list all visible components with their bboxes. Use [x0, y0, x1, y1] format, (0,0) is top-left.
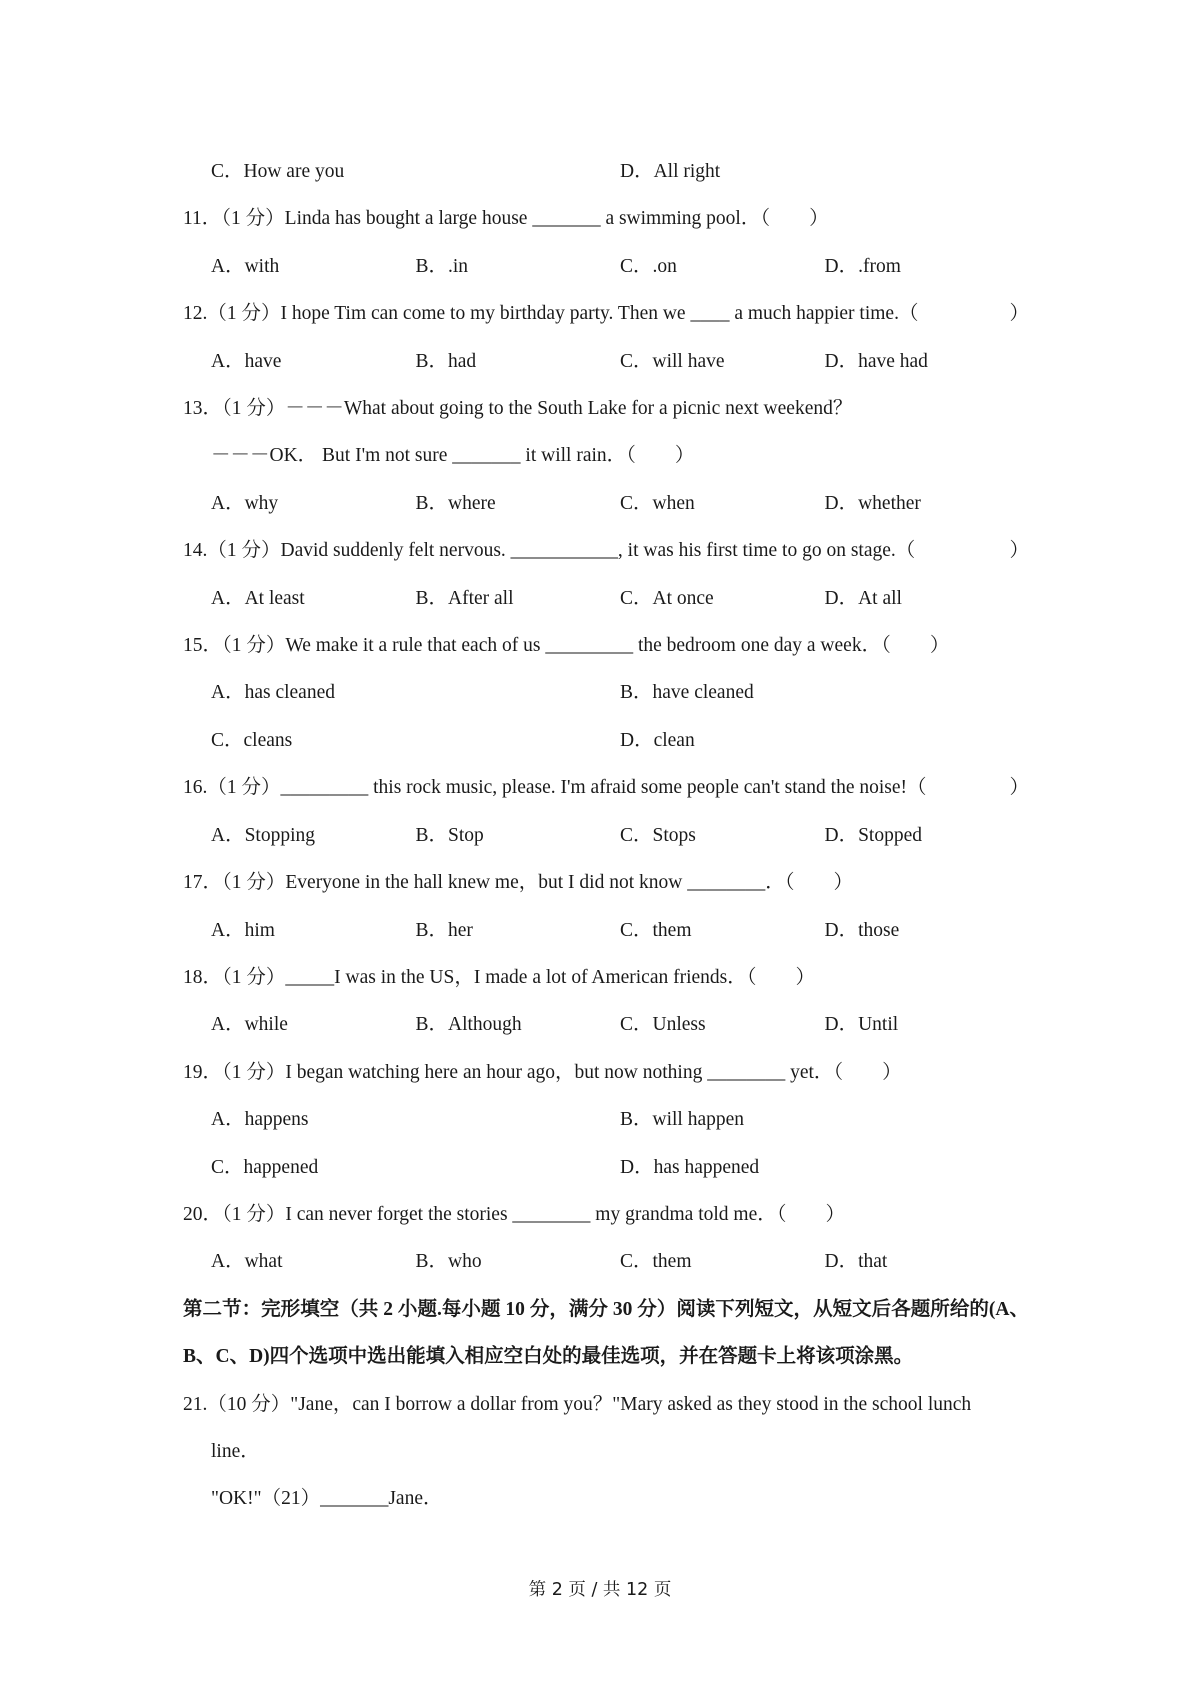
- answer-option: D．.from: [824, 255, 901, 277]
- answer-option: D．has happened: [620, 1156, 760, 1178]
- question-text: 19．（1 分）I began watching here an hour ago，but now nothing ________ yet．（ ）: [183, 1061, 902, 1083]
- answer-option: D．Until: [824, 1014, 899, 1036]
- answer-option: D．have had: [824, 350, 928, 372]
- answer-options: [183, 1238, 1029, 1285]
- question-stem: [183, 1049, 1029, 1096]
- answer-option: C．cleans: [211, 729, 293, 751]
- answer-option: D．All right: [620, 161, 721, 182]
- question-text: －－－OK． But I'm not sure _______ it will rain．（ ）: [211, 445, 695, 467]
- question-text: 21.（10 分）"Jane，can I borrow a dollar from you？"Mary asked as they stood in the school lunch: [183, 1393, 972, 1415]
- answer-options: [183, 480, 1029, 527]
- answer-options: [183, 1144, 1029, 1191]
- question-text: line．: [211, 1440, 260, 1462]
- answer-bracket-close: ）: [1009, 777, 1029, 799]
- answer-option: C．Stops: [620, 824, 696, 846]
- answer-option: C．will have: [620, 350, 725, 372]
- answer-option: A．happens: [211, 1109, 309, 1131]
- question-stem: [183, 622, 1029, 669]
- question-text: 14.（1 分）David suddenly felt nervous. ___________, it was his first time to go on stage.（: [183, 540, 916, 562]
- answer-option: C．How are you: [211, 161, 345, 182]
- answer-option: A．what: [211, 1251, 283, 1273]
- question-text: 16.（1 分）_________ this rock music, please. I'm afraid some people can't stand the noise!（: [183, 777, 927, 799]
- answer-option: A．him: [211, 919, 275, 941]
- answer-option: A．have: [211, 350, 282, 372]
- answer-option: D．whether: [824, 492, 921, 514]
- question-stem: [183, 1191, 1029, 1238]
- question-text: 18．（1 分）_____I was in the US，I made a lot of American friends．（ ）: [183, 966, 816, 988]
- answer-option: A．has cleaned: [211, 682, 335, 704]
- answer-option: C．happened: [211, 1156, 319, 1178]
- answer-option: B．After all: [415, 587, 514, 609]
- question-stem: [183, 385, 1029, 432]
- answer-options: [183, 1096, 1029, 1143]
- question-continuation: [183, 1428, 1029, 1475]
- answer-option: B．Stop: [415, 824, 484, 846]
- question-stem: [183, 1381, 1029, 1428]
- question-stem: [183, 859, 1029, 906]
- answer-option: C．Unless: [620, 1014, 706, 1036]
- answer-option: C．them: [620, 919, 692, 941]
- answer-options: [183, 669, 1029, 716]
- answer-option: D．that: [824, 1251, 888, 1273]
- answer-option: C．.on: [620, 255, 677, 277]
- answer-option: A．with: [211, 255, 280, 277]
- answer-bracket-close: ）: [1009, 303, 1029, 325]
- answer-option: B．had: [415, 350, 477, 372]
- answer-option: D．clean: [620, 729, 695, 751]
- question-text: 11．（1 分）Linda has bought a large house _______ a swimming pool．（ ）: [183, 208, 829, 230]
- section-heading: 第二节：完形填空（共 2 小题.每小题 10 分，满分 30 分）阅读下列短文，从短文后各题所给的(A、B、C、D)四个选项中选出能填入相应空白处的最佳选项，并在答题卡上将该项涂黑。: [183, 1298, 1029, 1368]
- answer-options: [183, 338, 1029, 385]
- question-stem: [183, 954, 1029, 1001]
- answer-option: C．At once: [620, 587, 714, 609]
- question-stem: [183, 290, 1029, 337]
- answer-options: [183, 243, 1029, 290]
- answer-option: B．have cleaned: [620, 682, 754, 704]
- answer-option: A．while: [211, 1014, 288, 1036]
- answer-options: [183, 148, 1029, 195]
- answer-option: A．At least: [211, 587, 305, 609]
- question-text: 12.（1 分）I hope Tim can come to my birthday party. Then we ____ a much happier time.（: [183, 303, 919, 325]
- answer-option: D．At all: [824, 587, 902, 609]
- answer-options: [183, 1001, 1029, 1048]
- question-text: 17．（1 分）Everyone in the hall knew me，but I did not know ________．（ ）: [183, 872, 853, 894]
- answer-options: [183, 907, 1029, 954]
- answer-option: B．who: [415, 1251, 482, 1273]
- answer-option: B．Although: [415, 1014, 522, 1036]
- question-text: 15．（1 分）We make it a rule that each of us _________ the bedroom one day a week．（ ）: [183, 635, 950, 657]
- answer-option: A．why: [211, 492, 279, 514]
- answer-option: C．when: [620, 492, 695, 514]
- question-list: [183, 148, 1029, 1523]
- question-stem: [183, 764, 1029, 811]
- answer-option: D．Stopped: [824, 824, 923, 846]
- question-text: "OK!"（21）_______Jane．: [211, 1488, 443, 1510]
- answer-options: [183, 717, 1029, 764]
- question-text: 20．（1 分）I can never forget the stories ________ my grandma told me．（ ）: [183, 1203, 845, 1225]
- answer-option: A．Stopping: [211, 824, 316, 846]
- answer-option: B．her: [415, 919, 473, 941]
- answer-option: C．them: [620, 1251, 692, 1273]
- answer-option: B．.in: [415, 255, 469, 277]
- answer-option: D．those: [824, 919, 900, 941]
- answer-options: [183, 812, 1029, 859]
- answer-option: B．where: [415, 492, 496, 514]
- answer-options: [183, 575, 1029, 622]
- answer-option: B．will happen: [620, 1109, 745, 1131]
- answer-bracket-close: ）: [1009, 540, 1029, 562]
- question-continuation: [183, 432, 1029, 479]
- question-stem: [183, 527, 1029, 574]
- question-continuation: [183, 1475, 1029, 1522]
- question-stem: [183, 195, 1029, 242]
- page-footer: 第 2 页 / 共 12 页: [528, 1580, 672, 1600]
- question-text: 13．（1 分）－－－What about going to the South Lake for a picnic next weekend？: [183, 398, 853, 420]
